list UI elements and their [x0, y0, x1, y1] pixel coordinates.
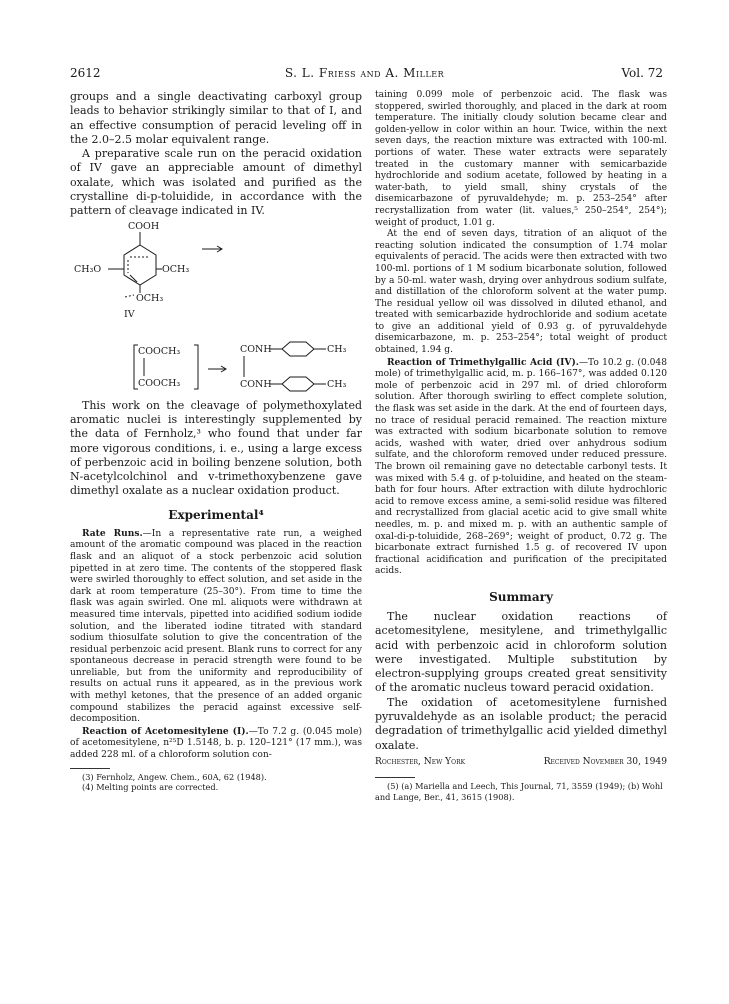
struct-och3-bottom: OCH₃ — [136, 292, 164, 304]
react-conh-top: CONH — [240, 343, 272, 355]
footnote-rule — [70, 768, 110, 769]
react-conh-bottom: CONH — [240, 378, 272, 390]
struct-och3-right: OCH₃ — [162, 263, 190, 275]
react-ch3-bottom: CH₃ — [327, 378, 347, 390]
received-date: Received November 30, 1949 — [543, 756, 667, 767]
summary-paragraph-1: The nuclear oxidation reactions of acetomesitylene, mesitylene, and trimethylgallic acid with perbenzoic acid in chloroform solution were investigated. Multiple substitution by electron-supplying groups created great sensitivity of the aromatic nucleus toward peracid oxidation. — [375, 609, 667, 695]
left-paragraph-3: This work on the cleavage of polymethoxylated aromatic nuclei is interestingly supplemented by the data of Fernholz,³ who found that under far more vigorous conditions, i. e., using a large excess of perbenzoic acid in boiling benzene solution, both N-acetylcolchinol and v-trimethoxybenzene gave dimethyl oxalate as a nuclear oxidation product. — [70, 398, 362, 498]
acetomesitylene-title: Reaction of Acetomesitylene (I). — [82, 725, 249, 737]
left-column — [70, 90, 362, 793]
place-label: Rochester, New York — [375, 756, 466, 767]
left-paragraph-2: A preparative scale run on the peracid oxidation of IV gave an appreciable amount of dimethyl oxalate, which was isolated and purified as the crystalline di-p-toluidide, in accordance with the pattern of cleavage indicated in IV. — [70, 147, 362, 218]
experimental-heading: Experimental⁴ — [168, 507, 264, 522]
left-paragraph-1: groups and a single deactivating carboxyl group leads to behavior strikingly similar to that of I, and an effective consumption of peracid leveling off in the 2.0–2.5 molar equivalent range. — [70, 90, 362, 146]
right-column — [375, 90, 667, 802]
react-cooch3-bottom: COOCH₃ — [138, 377, 181, 389]
running-head-authors: S. L. Friess and A. Miller — [284, 66, 445, 80]
trimethylgallic-title: Reaction of Trimethylgallic Acid (IV). — [387, 356, 579, 368]
rate-runs-text: —In a representative rate run, a weighed amount of the aromatic compound was placed in the reaction flask and an aliquot of a stock perbenzoic acid solution pipetted in at zero time. The contents of the stoppered flask were swirled thoroughly to effect solution, and set aside in the dark at room temperature (25–30°). From time to time the flask was again swirled. One ml. aliquots were withdrawn at measured time intervals, pipetted into acidified sodium iodide solution, and the liberated iodine titrated with standard sodium thiosulfate solution to give the concentration of the residual perbenzoic acid present. Blank runs to correct for any spontaneous decrease in peracid strength were found to be unreliable, but from the uniformity and reproducibility of results on actual runs it appeared, as in the previous work with methyl ketones, that the presence of an added organic compound stabilizes the peracid against excessive self-decomposition. — [70, 528, 362, 725]
summary-paragraph-2: The oxidation of acetomesitylene furnished pyruvaldehyde as an isolable product; the peracid degradation of trimethylgallic acid yielded dimethyl oxalate. — [375, 695, 667, 752]
right-paragraph-1: taining 0.099 mole of perbenzoic acid. The flask was stoppered, swirled thoroughly, and placed in the dark at room temperature. The initially cloudy solution became clear and golden-yellow in color within an hour. Twice, within the next seven days, the reaction mixture was extracted with 100-ml. portions of water. These water extracts were separately treated in the customary manner with semicarbazide hydrochloride and sodium acetate, followed by heating in a water-bath, to yield small, shiny crystals of the disemicarbazone of pyruvaldehyde; m. p. 253–254° after recrystallization from water (lit. values,⁵ 250–254°, 254°); weight of product, 1.01 g. — [375, 90, 667, 228]
volume-label: Vol. 72 — [621, 66, 663, 80]
acetomesitylene-text: —To 7.2 g. (0.045 mole) of acetomesitylene, n²⁵D 1.5148, b. p. 120–121° (17 mm.), was added 228 ml. of a chloroform solution con- — [70, 726, 363, 761]
footnote-5: (5) (a) Mariella and Leech, This Journal, 71, 3559 (1949); (b) Wohl and Lange, Ber., 41, 3615 (1908). — [375, 780, 663, 802]
affiliation-line — [375, 757, 667, 767]
structure-iv-diagram — [70, 219, 362, 339]
footnote-rule-right — [375, 777, 415, 778]
struct-ch3o: CH₃O — [74, 263, 102, 275]
acetomesitylene-paragraph — [70, 726, 362, 762]
footnote-4: (4) Melting points are corrected. — [82, 782, 219, 793]
rate-runs-title: Rate Runs. — [82, 527, 143, 539]
react-ch3-top: CH₃ — [327, 343, 347, 355]
struct-cooh: COOH — [128, 220, 160, 232]
oxalate-reaction-diagram — [70, 339, 362, 399]
trimethylgallic-text: —To 10.2 g. (0.048 mole) of trimethylgallic acid, m. p. 166–167°, was added 0.120 mole of perbenzoic acid in 297 ml. of dried chloroform solution. After thorough swirling to effect complete solution, the flask was set aside in the dark. At the end of fourteen days, no trace of residual peracid remained. The reaction mixture was extracted with sodium bicarbonate solution to remove acids, washed with water, dried over anhydrous sodium sulfate, and the chloroform removed under reduced pressure. The brown oil remaining gave no detectable carbonyl tests. It was mixed with 5.4 g. of p-toluidine, and heated on the steam-bath for four hours. After extraction with dilute hydrochloric acid to remove excess amine, a semi-solid residue was filtered and recrystallized from glacial acetic acid to give small white needles, m. p. and mixed m. p. with an authentic sample of oxal-di-p-toluidide, 268–269°; weight of product, 0.72 g. The bicarbonate extract furnished 1.5 g. of recovered IV upon fractional acidification and purification of the precipitated acids. — [375, 357, 668, 577]
struct-label-iv: IV — [124, 308, 135, 320]
summary-heading: Summary — [489, 589, 553, 604]
right-paragraph-2: At the end of seven days, titration of an aliquot of the reacting solution indicated the consumption of 1.74 molar equivalents of peracid. The acids were then extracted with two 100-ml. portions of 1 M sodium bicarbonate solution, followed by a 50-ml. water wash, drying over anhydrous sodium sulfate, and distillation of the chloroform solvent at the water pump. The residual yellow oil was dissolved in diluted ethanol, and treated with semicarbazide hydrochloride and sodium acetate to give an additional yield of 0.93 g. of pyruvaldehyde disemicarbazone, m. p. 253–254°; total weight of product obtained, 1.94 g. — [375, 229, 667, 356]
rate-runs-paragraph — [70, 528, 362, 726]
footnote-3: (3) Fernholz, Angew. Chem., 60A, 62 (1948). — [82, 771, 267, 782]
react-cooch3-top: COOCH₃ — [138, 345, 181, 357]
page-number: 2612 — [70, 66, 101, 80]
trimethylgallic-paragraph — [375, 357, 667, 578]
